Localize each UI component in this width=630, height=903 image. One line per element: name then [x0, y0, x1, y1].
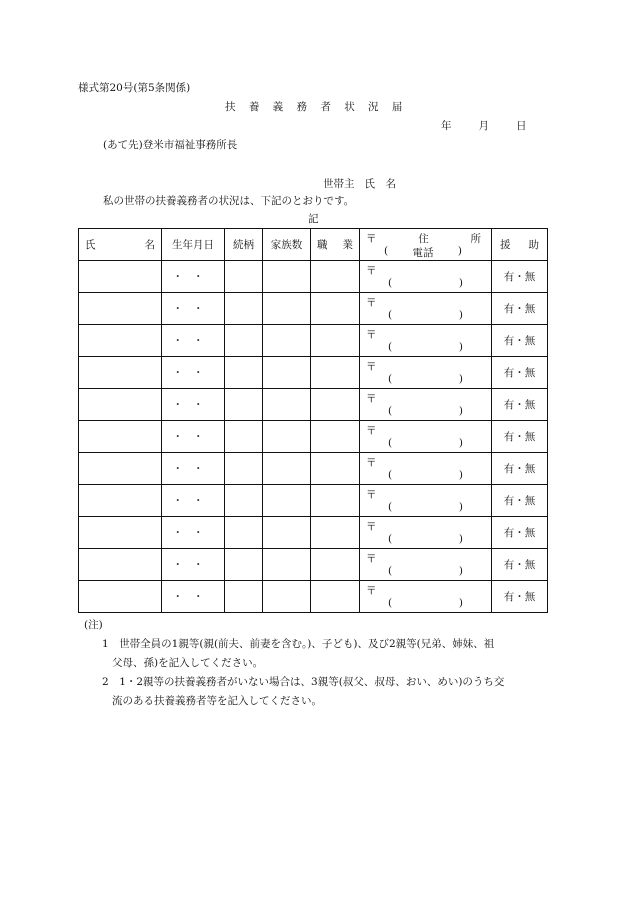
- cell-phone-close: ): [458, 341, 463, 353]
- cell-zip-mark: 〒: [366, 457, 377, 469]
- header-phone-label: 電話: [412, 247, 434, 259]
- cell-address[interactable]: [360, 293, 492, 325]
- date-year-label: 年: [441, 120, 452, 132]
- cell-phone-close: ): [458, 309, 463, 321]
- cell-job[interactable]: [311, 421, 360, 453]
- cell-zip-mark: 〒: [366, 521, 377, 533]
- cell-phone: [388, 309, 463, 321]
- cell-name[interactable]: [79, 517, 162, 549]
- cell-name[interactable]: [79, 325, 162, 357]
- cell-job[interactable]: [311, 581, 360, 613]
- cell-aid[interactable]: 有・無: [492, 293, 548, 325]
- cell-phone-close: ): [458, 437, 463, 449]
- cell-job[interactable]: [311, 453, 360, 485]
- header-family-count: 家族数: [263, 229, 311, 261]
- cell-family-count[interactable]: [263, 549, 311, 581]
- cell-family-count[interactable]: [263, 389, 311, 421]
- cell-birth[interactable]: ・・: [162, 357, 225, 389]
- cell-phone: [388, 597, 463, 609]
- table-row: [79, 325, 548, 357]
- cell-birth[interactable]: ・・: [162, 389, 225, 421]
- cell-phone: [388, 437, 463, 449]
- cell-family-count[interactable]: [263, 517, 311, 549]
- table-header-row: [79, 229, 548, 261]
- header-aid-b: 助: [528, 239, 539, 251]
- cell-phone-close: ): [458, 533, 463, 545]
- table-row: [79, 517, 548, 549]
- cell-aid[interactable]: 有・無: [492, 485, 548, 517]
- header-name-b: 名: [144, 239, 155, 251]
- cell-birth[interactable]: ・・: [162, 517, 225, 549]
- note-1-number: 1: [102, 638, 109, 650]
- cell-relation[interactable]: [225, 357, 263, 389]
- cell-phone-close: ): [458, 373, 463, 385]
- cell-phone: [388, 565, 463, 577]
- cell-phone: [388, 501, 463, 513]
- cell-aid[interactable]: 有・無: [492, 261, 548, 293]
- cell-birth[interactable]: ・・: [162, 421, 225, 453]
- cell-family-count[interactable]: [263, 453, 311, 485]
- cell-birth[interactable]: ・・: [162, 325, 225, 357]
- cell-zip-mark: 〒: [366, 329, 377, 341]
- cell-family-count[interactable]: [263, 325, 311, 357]
- header-name: [79, 229, 162, 261]
- cell-address[interactable]: [360, 421, 492, 453]
- table-row: [79, 421, 548, 453]
- notes-label: (注): [84, 619, 103, 631]
- cell-job[interactable]: [311, 485, 360, 517]
- cell-name[interactable]: [79, 421, 162, 453]
- cell-phone-open: (: [388, 277, 393, 289]
- header-relation: 続柄: [225, 229, 263, 261]
- cell-phone: [388, 373, 463, 385]
- cell-phone: [388, 533, 463, 545]
- cell-birth[interactable]: ・・: [162, 453, 225, 485]
- cell-address[interactable]: [360, 325, 492, 357]
- header-addr-b: 所: [470, 233, 481, 245]
- cell-family-count[interactable]: [263, 293, 311, 325]
- note-2-line1: [84, 673, 504, 692]
- cell-name[interactable]: [79, 485, 162, 517]
- household-head-label: 世帯主: [323, 178, 355, 190]
- header-name-a: 氏: [85, 239, 96, 251]
- cell-phone: [388, 277, 463, 289]
- cell-phone: [388, 405, 463, 417]
- cell-name[interactable]: [79, 549, 162, 581]
- cell-relation[interactable]: [225, 325, 263, 357]
- cell-zip-mark: 〒: [366, 297, 377, 309]
- cell-address[interactable]: [360, 549, 492, 581]
- cell-job[interactable]: [311, 261, 360, 293]
- note-2-number: 2: [102, 676, 109, 688]
- cell-phone-open: (: [388, 469, 393, 481]
- cell-address[interactable]: [360, 517, 492, 549]
- header-phone-close: ): [457, 245, 462, 257]
- cell-job[interactable]: [311, 389, 360, 421]
- cell-phone: [388, 341, 463, 353]
- cell-phone-open: (: [388, 373, 393, 385]
- cell-birth[interactable]: ・・: [162, 485, 225, 517]
- header-addr-zip: 〒: [366, 233, 377, 245]
- cell-birth[interactable]: ・・: [162, 261, 225, 293]
- cell-family-count[interactable]: [263, 421, 311, 453]
- obligor-table: [78, 228, 548, 613]
- cell-birth[interactable]: ・・: [162, 293, 225, 325]
- header-address: [360, 229, 492, 261]
- cell-relation[interactable]: [225, 485, 263, 517]
- cell-phone-close: ): [458, 469, 463, 481]
- cell-job[interactable]: [311, 325, 360, 357]
- cell-job[interactable]: [311, 517, 360, 549]
- header-aid-a: 援: [500, 239, 511, 251]
- cell-name[interactable]: [79, 453, 162, 485]
- cell-relation[interactable]: [225, 453, 263, 485]
- cell-aid[interactable]: 有・無: [492, 517, 548, 549]
- cell-phone-close: ): [458, 277, 463, 289]
- cell-name[interactable]: [79, 389, 162, 421]
- household-head-line: [323, 176, 396, 191]
- cell-relation[interactable]: [225, 421, 263, 453]
- cell-zip-mark: 〒: [366, 425, 377, 437]
- cell-name[interactable]: [79, 261, 162, 293]
- cell-address[interactable]: [360, 261, 492, 293]
- note-2-line2: 流のある扶養義務者等を記入してください。: [112, 695, 322, 707]
- cell-birth[interactable]: ・・: [162, 581, 225, 613]
- table-row: [79, 357, 548, 389]
- cell-phone-close: ): [458, 405, 463, 417]
- cell-birth[interactable]: ・・: [162, 549, 225, 581]
- header-addr-a: 住: [418, 233, 429, 245]
- cell-zip-mark: 〒: [366, 585, 377, 597]
- date-line: [441, 118, 527, 133]
- cell-aid[interactable]: 有・無: [492, 581, 548, 613]
- table-row: [79, 293, 548, 325]
- cell-phone-close: ): [458, 597, 463, 609]
- header-phone-open: (: [384, 245, 389, 257]
- cell-phone: [388, 469, 463, 481]
- cell-phone-open: (: [388, 597, 393, 609]
- cell-job[interactable]: [311, 357, 360, 389]
- ki-label: 記: [308, 213, 319, 225]
- cell-phone-open: (: [388, 341, 393, 353]
- cell-relation[interactable]: [225, 549, 263, 581]
- cell-name[interactable]: [79, 357, 162, 389]
- cell-zip-mark: 〒: [366, 553, 377, 565]
- cell-phone-open: (: [388, 437, 393, 449]
- table-row: [79, 549, 548, 581]
- cell-name[interactable]: [79, 293, 162, 325]
- cell-zip-mark: 〒: [366, 489, 377, 501]
- header-job: [311, 229, 360, 261]
- cell-aid[interactable]: 有・無: [492, 549, 548, 581]
- note-2-text: 1・2親等の扶養義務者がいない場合は、3親等(叔父、叔母、おい、めい)のうち交: [119, 676, 505, 688]
- cell-address[interactable]: [360, 357, 492, 389]
- cell-phone-open: (: [388, 405, 393, 417]
- addressee: (あて先)登米市福祉事務所長: [103, 139, 238, 151]
- cell-relation[interactable]: [225, 261, 263, 293]
- cell-relation[interactable]: [225, 517, 263, 549]
- date-month-label: 月: [478, 120, 489, 132]
- cell-address[interactable]: [360, 485, 492, 517]
- cell-address[interactable]: [360, 453, 492, 485]
- note-1-line2: 父母、孫)を記入してください。: [112, 657, 264, 669]
- cell-name[interactable]: [79, 581, 162, 613]
- cell-family-count[interactable]: [263, 581, 311, 613]
- cell-phone-close: ): [458, 501, 463, 513]
- table-row: [79, 261, 548, 293]
- cell-phone-open: (: [388, 309, 393, 321]
- cell-phone-open: (: [388, 565, 393, 577]
- note-1-line1: [84, 635, 504, 654]
- page-title: 扶 養 義 務 者 状 況 届: [225, 101, 405, 113]
- household-name-label: 氏 名: [364, 178, 396, 190]
- header-birth: 生年月日: [162, 229, 225, 261]
- date-day-label: 日: [516, 120, 527, 132]
- cell-zip-mark: 〒: [366, 265, 377, 277]
- form-number: 様式第20号(第5条関係): [78, 82, 191, 94]
- cell-zip-mark: 〒: [366, 393, 377, 405]
- cell-family-count[interactable]: [263, 261, 311, 293]
- table-row: [79, 389, 548, 421]
- cell-relation[interactable]: [225, 389, 263, 421]
- intro-text: 私の世帯の扶養義務者の状況は、下記のとおりです。: [103, 195, 355, 207]
- cell-family-count[interactable]: [263, 485, 311, 517]
- cell-aid[interactable]: 有・無: [492, 453, 548, 485]
- cell-aid[interactable]: 有・無: [492, 357, 548, 389]
- table-row: [79, 581, 548, 613]
- notes: [84, 616, 504, 711]
- cell-aid[interactable]: 有・無: [492, 421, 548, 453]
- cell-phone-open: (: [388, 533, 393, 545]
- table-row: [79, 453, 548, 485]
- cell-phone-close: ): [458, 565, 463, 577]
- cell-address[interactable]: [360, 389, 492, 421]
- header-job-b: 業: [342, 239, 353, 251]
- header-aid: [492, 229, 548, 261]
- cell-job[interactable]: [311, 293, 360, 325]
- cell-zip-mark: 〒: [366, 361, 377, 373]
- table-row: [79, 485, 548, 517]
- note-1-text: 世帯全員の1親等(親(前夫、前妻を含む。)、子ども)、及び2親等(兄弟、姉妹、祖: [119, 638, 495, 650]
- header-job-a: 職: [317, 239, 328, 251]
- cell-relation[interactable]: [225, 581, 263, 613]
- cell-address[interactable]: [360, 581, 492, 613]
- cell-family-count[interactable]: [263, 357, 311, 389]
- cell-aid[interactable]: 有・無: [492, 389, 548, 421]
- cell-aid[interactable]: 有・無: [492, 325, 548, 357]
- cell-relation[interactable]: [225, 293, 263, 325]
- cell-job[interactable]: [311, 549, 360, 581]
- cell-phone-open: (: [388, 501, 393, 513]
